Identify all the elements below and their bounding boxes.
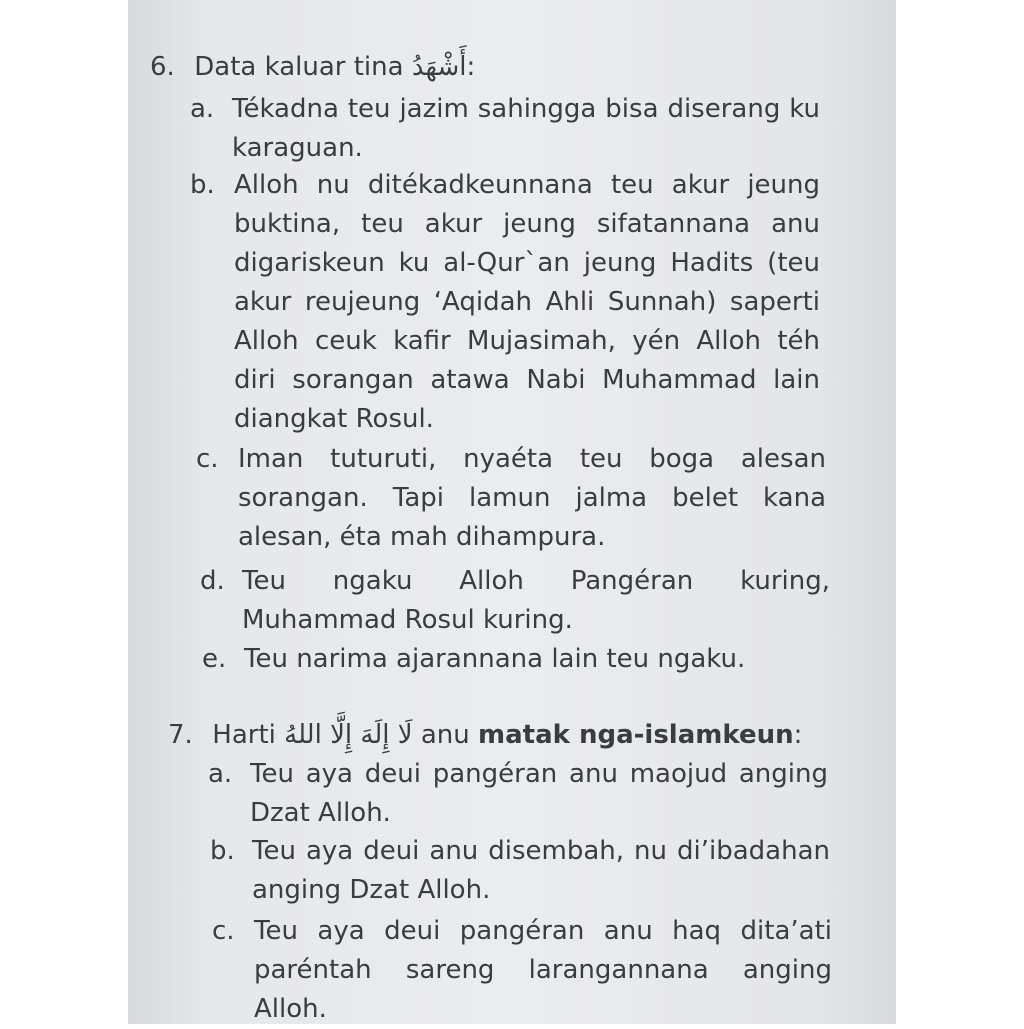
question-6-colon: : [466, 52, 476, 82]
item-text: Teu aya deui anu disembah, nu di’ibadahan anging Dzat Alloh. [252, 836, 830, 905]
item-letter: b. [190, 170, 215, 200]
question-7-colon: : [793, 720, 803, 750]
item-text: Teu narima ajarannana lain teu ngaku. [244, 644, 746, 674]
question-6-item-b [190, 166, 820, 439]
question-6-item-d [200, 562, 830, 640]
item-letter: a. [208, 759, 233, 789]
question-6-number: 6. [150, 52, 175, 82]
question-6-item-a [190, 90, 820, 168]
item-letter: c. [196, 444, 219, 474]
item-text: Teu ngaku Alloh Pangéran kuring, Muhammad Rosul kuring. [242, 566, 830, 635]
question-6-heading [150, 52, 475, 82]
question-6-arabic: أَشْهَدُ [411, 52, 467, 82]
question-7-middle: anu [420, 720, 470, 750]
question-7-item-b [210, 832, 830, 910]
item-letter: e. [202, 644, 227, 674]
item-letter: d. [200, 566, 225, 596]
question-6-item-e [202, 640, 832, 679]
item-letter: b. [210, 836, 235, 866]
item-text: Tékadna teu jazim sahingga bisa diserang ku karaguan. [232, 94, 820, 163]
question-7-number: 7. [168, 720, 193, 750]
question-7-item-a [208, 755, 828, 833]
question-6-item-c [196, 440, 826, 557]
item-text: Teu aya deui pangéran anu haq dita’ati paréntah sareng larangannana anging Alloh. [254, 916, 832, 1024]
question-7-item-c [212, 912, 832, 1029]
item-letter: a. [190, 94, 215, 124]
question-7-bold-text: matak nga-islamkeun [478, 720, 794, 750]
question-7-arabic: لَا إِلَهَ إِلَّا اللهُ [284, 720, 413, 750]
question-7-prefix: Harti [212, 720, 276, 750]
item-letter: c. [212, 916, 235, 946]
question-6-prefix: Data kaluar tina [194, 52, 404, 82]
item-text: Iman tuturuti, nyaéta teu boga alesan sorangan. Tapi lamun jalma belet kana alesan, éta mah dihampura. [238, 444, 826, 552]
item-text: Alloh nu ditékadkeunnana teu akur jeung buktina, teu akur jeung sifatannana anu digariskeun ku al-Qur`an jeung Hadits (teu akur reujeung ‘Aqidah Ahli Sunnah) saperti Alloh ceuk kafir Mujasimah, yén Alloh téh diri sorangan atawa Nabi Muhammad lain diangkat Rosul. [234, 170, 820, 434]
item-text: Teu aya deui pangéran anu maojud anging Dzat Alloh. [250, 759, 828, 828]
question-7-heading [168, 720, 802, 750]
